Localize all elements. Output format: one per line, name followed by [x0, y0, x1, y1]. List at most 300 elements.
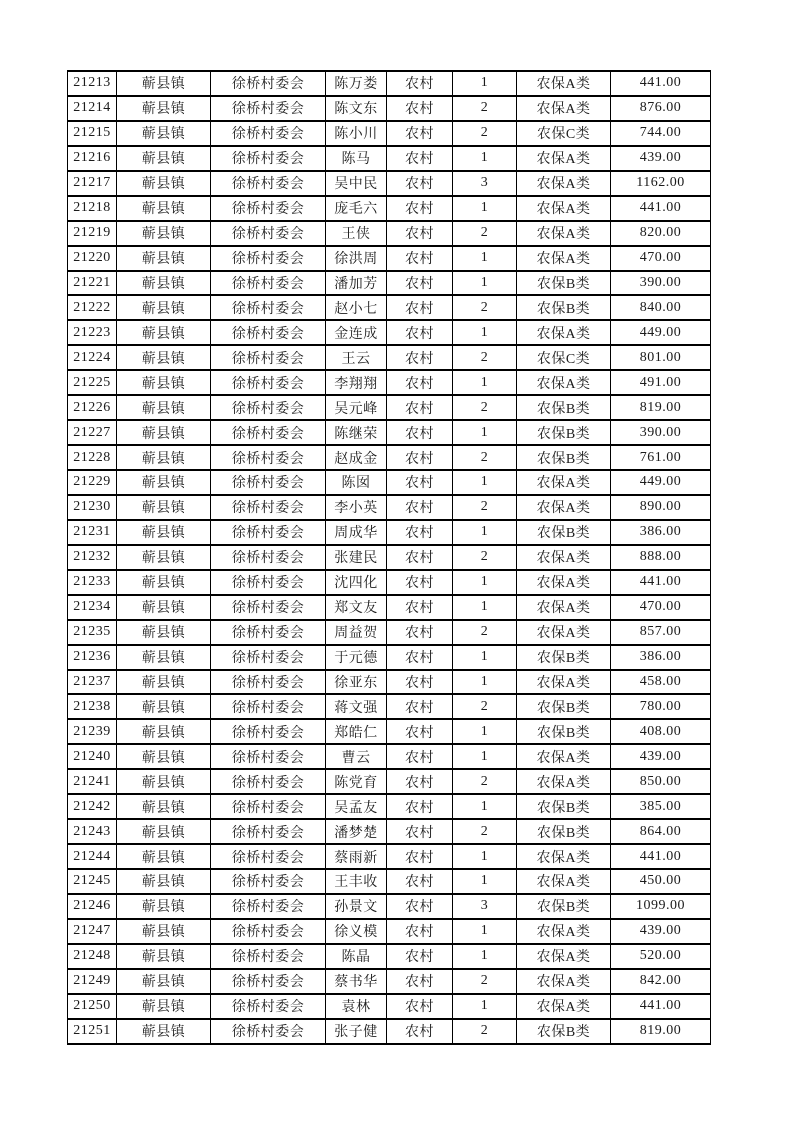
insurance-category-cell: 农保A类 [517, 994, 611, 1019]
amount-cell: 441.00 [611, 844, 711, 869]
town-cell: 蕲县镇 [117, 320, 211, 345]
insurance-category-cell: 农保C类 [517, 345, 611, 370]
person-count-cell: 1 [453, 320, 517, 345]
person-count-cell: 2 [453, 694, 517, 719]
amount-cell: 888.00 [611, 545, 711, 570]
person-name-cell: 李小英 [326, 495, 387, 520]
record-id-cell: 21249 [68, 969, 117, 994]
table-row [68, 670, 711, 695]
insurance-category-cell: 农保A类 [517, 620, 611, 645]
record-id-cell: 21224 [68, 345, 117, 370]
insurance-category-cell: 农保A类 [517, 221, 611, 246]
record-id-cell: 21232 [68, 545, 117, 570]
record-id-cell: 21245 [68, 869, 117, 894]
village-committee-cell: 徐桥村委会 [211, 96, 326, 121]
person-name-cell: 李翔翔 [326, 370, 387, 395]
amount-cell: 390.00 [611, 420, 711, 445]
village-committee-cell: 徐桥村委会 [211, 670, 326, 695]
town-cell: 蕲县镇 [117, 620, 211, 645]
village-committee-cell: 徐桥村委会 [211, 794, 326, 819]
residence-type-cell: 农村 [387, 869, 453, 894]
village-committee-cell: 徐桥村委会 [211, 694, 326, 719]
table-row [68, 495, 711, 520]
residence-type-cell: 农村 [387, 345, 453, 370]
residence-type-cell: 农村 [387, 944, 453, 969]
person-name-cell: 潘加芳 [326, 271, 387, 296]
insurance-category-cell: 农保A类 [517, 470, 611, 495]
record-id-cell: 21237 [68, 670, 117, 695]
amount-cell: 441.00 [611, 570, 711, 595]
residence-type-cell: 农村 [387, 320, 453, 345]
town-cell: 蕲县镇 [117, 420, 211, 445]
insurance-category-cell: 农保B类 [517, 1019, 611, 1044]
village-committee-cell: 徐桥村委会 [211, 196, 326, 221]
insurance-category-cell: 农保B类 [517, 894, 611, 919]
village-committee-cell: 徐桥村委会 [211, 246, 326, 271]
town-cell: 蕲县镇 [117, 869, 211, 894]
village-committee-cell: 徐桥村委会 [211, 844, 326, 869]
amount-cell: 857.00 [611, 620, 711, 645]
residence-type-cell: 农村 [387, 994, 453, 1019]
person-name-cell: 吴中民 [326, 171, 387, 196]
record-id-cell: 21246 [68, 894, 117, 919]
record-id-cell: 21251 [68, 1019, 117, 1044]
amount-cell: 450.00 [611, 869, 711, 894]
record-id-cell: 21217 [68, 171, 117, 196]
table-row [68, 520, 711, 545]
village-committee-cell: 徐桥村委会 [211, 769, 326, 794]
town-cell: 蕲县镇 [117, 919, 211, 944]
village-committee-cell: 徐桥村委会 [211, 570, 326, 595]
table-row [68, 595, 711, 620]
table-row [68, 645, 711, 670]
residence-type-cell: 农村 [387, 221, 453, 246]
amount-cell: 744.00 [611, 121, 711, 146]
town-cell: 蕲县镇 [117, 445, 211, 470]
town-cell: 蕲县镇 [117, 719, 211, 744]
person-count-cell: 1 [453, 919, 517, 944]
record-id-cell: 21242 [68, 794, 117, 819]
amount-cell: 439.00 [611, 744, 711, 769]
record-id-cell: 21218 [68, 196, 117, 221]
person-count-cell: 1 [453, 370, 517, 395]
person-count-cell: 2 [453, 545, 517, 570]
person-name-cell: 张建民 [326, 545, 387, 570]
person-count-cell: 2 [453, 1019, 517, 1044]
person-count-cell: 1 [453, 744, 517, 769]
table-row [68, 570, 711, 595]
residence-type-cell: 农村 [387, 570, 453, 595]
person-count-cell: 1 [453, 944, 517, 969]
residence-type-cell: 农村 [387, 969, 453, 994]
insurance-category-cell: 农保B类 [517, 794, 611, 819]
person-name-cell: 陈小川 [326, 121, 387, 146]
person-name-cell: 陈囡 [326, 470, 387, 495]
table-row [68, 919, 711, 944]
table-row [68, 969, 711, 994]
residence-type-cell: 农村 [387, 620, 453, 645]
record-id-cell: 21248 [68, 944, 117, 969]
town-cell: 蕲县镇 [117, 271, 211, 296]
table-row [68, 719, 711, 744]
amount-cell: 820.00 [611, 221, 711, 246]
record-id-cell: 21222 [68, 295, 117, 320]
person-name-cell: 王侠 [326, 221, 387, 246]
insurance-category-cell: 农保B类 [517, 520, 611, 545]
person-count-cell: 1 [453, 246, 517, 271]
residence-type-cell: 农村 [387, 744, 453, 769]
person-name-cell: 袁林 [326, 994, 387, 1019]
amount-cell: 801.00 [611, 345, 711, 370]
village-committee-cell: 徐桥村委会 [211, 271, 326, 296]
table-row [68, 620, 711, 645]
table-row [68, 295, 711, 320]
town-cell: 蕲县镇 [117, 96, 211, 121]
village-committee-cell: 徐桥村委会 [211, 719, 326, 744]
town-cell: 蕲县镇 [117, 470, 211, 495]
person-count-cell: 1 [453, 420, 517, 445]
town-cell: 蕲县镇 [117, 545, 211, 570]
residence-type-cell: 农村 [387, 71, 453, 96]
person-name-cell: 王丰收 [326, 869, 387, 894]
residence-type-cell: 农村 [387, 495, 453, 520]
amount-cell: 819.00 [611, 1019, 711, 1044]
person-count-cell: 2 [453, 96, 517, 121]
person-name-cell: 徐洪周 [326, 246, 387, 271]
person-name-cell: 于元德 [326, 645, 387, 670]
person-count-cell: 2 [453, 221, 517, 246]
person-name-cell: 陈文东 [326, 96, 387, 121]
insurance-category-cell: 农保B类 [517, 271, 611, 296]
village-committee-cell: 徐桥村委会 [211, 395, 326, 420]
residence-type-cell: 农村 [387, 370, 453, 395]
record-id-cell: 21230 [68, 495, 117, 520]
insurance-category-cell: 农保A类 [517, 969, 611, 994]
table-row [68, 1019, 711, 1044]
person-name-cell: 郑文友 [326, 595, 387, 620]
village-committee-cell: 徐桥村委会 [211, 370, 326, 395]
person-count-cell: 2 [453, 495, 517, 520]
table-row [68, 869, 711, 894]
residence-type-cell: 农村 [387, 171, 453, 196]
town-cell: 蕲县镇 [117, 520, 211, 545]
village-committee-cell: 徐桥村委会 [211, 420, 326, 445]
amount-cell: 819.00 [611, 395, 711, 420]
table-row [68, 994, 711, 1019]
table-row [68, 794, 711, 819]
town-cell: 蕲县镇 [117, 370, 211, 395]
table-row [68, 944, 711, 969]
amount-cell: 520.00 [611, 944, 711, 969]
insurance-category-cell: 农保B类 [517, 295, 611, 320]
village-committee-cell: 徐桥村委会 [211, 171, 326, 196]
person-count-cell: 1 [453, 794, 517, 819]
town-cell: 蕲县镇 [117, 670, 211, 695]
person-name-cell: 王云 [326, 345, 387, 370]
insurance-category-cell: 农保B类 [517, 719, 611, 744]
table-row [68, 221, 711, 246]
person-count-cell: 1 [453, 719, 517, 744]
record-id-cell: 21213 [68, 71, 117, 96]
table-row [68, 171, 711, 196]
person-count-cell: 1 [453, 595, 517, 620]
insurance-category-cell: 农保A类 [517, 545, 611, 570]
amount-cell: 386.00 [611, 645, 711, 670]
table-row [68, 694, 711, 719]
amount-cell: 850.00 [611, 769, 711, 794]
amount-cell: 441.00 [611, 71, 711, 96]
amount-cell: 439.00 [611, 146, 711, 171]
person-count-cell: 1 [453, 146, 517, 171]
insurance-category-cell: 农保B类 [517, 420, 611, 445]
person-name-cell: 陈马 [326, 146, 387, 171]
village-committee-cell: 徐桥村委会 [211, 520, 326, 545]
table-row [68, 844, 711, 869]
person-count-cell: 2 [453, 121, 517, 146]
record-id-cell: 21220 [68, 246, 117, 271]
table-row [68, 246, 711, 271]
town-cell: 蕲县镇 [117, 794, 211, 819]
insurance-category-cell: 农保A类 [517, 944, 611, 969]
person-name-cell: 吴孟友 [326, 794, 387, 819]
town-cell: 蕲县镇 [117, 1019, 211, 1044]
village-committee-cell: 徐桥村委会 [211, 994, 326, 1019]
table-body [68, 71, 711, 1044]
insurance-category-cell: 农保B类 [517, 445, 611, 470]
person-count-cell: 1 [453, 844, 517, 869]
person-count-cell: 2 [453, 969, 517, 994]
amount-cell: 449.00 [611, 470, 711, 495]
village-committee-cell: 徐桥村委会 [211, 645, 326, 670]
insurance-category-cell: 农保A类 [517, 246, 611, 271]
person-name-cell: 陈继荣 [326, 420, 387, 445]
insurance-category-cell: 农保A类 [517, 495, 611, 520]
amount-cell: 439.00 [611, 919, 711, 944]
residence-type-cell: 农村 [387, 670, 453, 695]
insurance-category-cell: 农保A类 [517, 96, 611, 121]
record-id-cell: 21235 [68, 620, 117, 645]
village-committee-cell: 徐桥村委会 [211, 1019, 326, 1044]
person-name-cell: 赵小七 [326, 295, 387, 320]
record-id-cell: 21239 [68, 719, 117, 744]
village-committee-cell: 徐桥村委会 [211, 295, 326, 320]
village-committee-cell: 徐桥村委会 [211, 744, 326, 769]
insurance-category-cell: 农保A类 [517, 570, 611, 595]
pension-roster-table [67, 70, 711, 1045]
village-committee-cell: 徐桥村委会 [211, 969, 326, 994]
town-cell: 蕲县镇 [117, 395, 211, 420]
insurance-category-cell: 农保A类 [517, 869, 611, 894]
table-row [68, 420, 711, 445]
amount-cell: 842.00 [611, 969, 711, 994]
person-name-cell: 周益贺 [326, 620, 387, 645]
insurance-category-cell: 农保A类 [517, 744, 611, 769]
residence-type-cell: 农村 [387, 96, 453, 121]
residence-type-cell: 农村 [387, 246, 453, 271]
person-count-cell: 1 [453, 670, 517, 695]
insurance-category-cell: 农保A类 [517, 320, 611, 345]
person-name-cell: 沈四化 [326, 570, 387, 595]
amount-cell: 470.00 [611, 246, 711, 271]
residence-type-cell: 农村 [387, 420, 453, 445]
person-count-cell: 1 [453, 71, 517, 96]
person-name-cell: 徐亚东 [326, 670, 387, 695]
residence-type-cell: 农村 [387, 295, 453, 320]
residence-type-cell: 农村 [387, 545, 453, 570]
amount-cell: 385.00 [611, 794, 711, 819]
residence-type-cell: 农村 [387, 819, 453, 844]
person-name-cell: 陈党育 [326, 769, 387, 794]
town-cell: 蕲县镇 [117, 171, 211, 196]
person-count-cell: 1 [453, 869, 517, 894]
village-committee-cell: 徐桥村委会 [211, 869, 326, 894]
residence-type-cell: 农村 [387, 520, 453, 545]
town-cell: 蕲县镇 [117, 769, 211, 794]
person-count-cell: 1 [453, 470, 517, 495]
table-row [68, 894, 711, 919]
record-id-cell: 21221 [68, 271, 117, 296]
record-id-cell: 21227 [68, 420, 117, 445]
town-cell: 蕲县镇 [117, 570, 211, 595]
table-row [68, 96, 711, 121]
record-id-cell: 21247 [68, 919, 117, 944]
amount-cell: 864.00 [611, 819, 711, 844]
person-name-cell: 庞毛六 [326, 196, 387, 221]
insurance-category-cell: 农保A类 [517, 196, 611, 221]
town-cell: 蕲县镇 [117, 246, 211, 271]
insurance-category-cell: 农保C类 [517, 121, 611, 146]
record-id-cell: 21236 [68, 645, 117, 670]
residence-type-cell: 农村 [387, 794, 453, 819]
insurance-category-cell: 农保A类 [517, 919, 611, 944]
person-name-cell: 郑皓仁 [326, 719, 387, 744]
village-committee-cell: 徐桥村委会 [211, 595, 326, 620]
table-row [68, 819, 711, 844]
amount-cell: 441.00 [611, 196, 711, 221]
insurance-category-cell: 农保B类 [517, 694, 611, 719]
table-row [68, 71, 711, 96]
amount-cell: 390.00 [611, 271, 711, 296]
amount-cell: 470.00 [611, 595, 711, 620]
residence-type-cell: 农村 [387, 919, 453, 944]
amount-cell: 890.00 [611, 495, 711, 520]
insurance-category-cell: 农保A类 [517, 71, 611, 96]
amount-cell: 441.00 [611, 994, 711, 1019]
village-committee-cell: 徐桥村委会 [211, 146, 326, 171]
person-name-cell: 徐义模 [326, 919, 387, 944]
amount-cell: 449.00 [611, 320, 711, 345]
table-row [68, 769, 711, 794]
record-id-cell: 21231 [68, 520, 117, 545]
amount-cell: 1162.00 [611, 171, 711, 196]
residence-type-cell: 农村 [387, 196, 453, 221]
village-committee-cell: 徐桥村委会 [211, 495, 326, 520]
residence-type-cell: 农村 [387, 470, 453, 495]
table-row [68, 545, 711, 570]
village-committee-cell: 徐桥村委会 [211, 221, 326, 246]
village-committee-cell: 徐桥村委会 [211, 620, 326, 645]
table-row [68, 370, 711, 395]
insurance-category-cell: 农保B类 [517, 395, 611, 420]
town-cell: 蕲县镇 [117, 221, 211, 246]
person-count-cell: 2 [453, 769, 517, 794]
record-id-cell: 21240 [68, 744, 117, 769]
person-name-cell: 蔡雨新 [326, 844, 387, 869]
record-id-cell: 21216 [68, 146, 117, 171]
table-row [68, 271, 711, 296]
person-count-cell: 2 [453, 295, 517, 320]
town-cell: 蕲县镇 [117, 146, 211, 171]
insurance-category-cell: 农保A类 [517, 171, 611, 196]
insurance-category-cell: 农保B类 [517, 645, 611, 670]
town-cell: 蕲县镇 [117, 71, 211, 96]
person-count-cell: 2 [453, 395, 517, 420]
record-id-cell: 21225 [68, 370, 117, 395]
village-committee-cell: 徐桥村委会 [211, 819, 326, 844]
insurance-category-cell: 农保A类 [517, 670, 611, 695]
person-count-cell: 2 [453, 445, 517, 470]
residence-type-cell: 农村 [387, 894, 453, 919]
person-name-cell: 蔡书华 [326, 969, 387, 994]
person-name-cell: 陈晶 [326, 944, 387, 969]
person-name-cell: 周成华 [326, 520, 387, 545]
insurance-category-cell: 农保A类 [517, 370, 611, 395]
table-row [68, 121, 711, 146]
town-cell: 蕲县镇 [117, 844, 211, 869]
village-committee-cell: 徐桥村委会 [211, 470, 326, 495]
town-cell: 蕲县镇 [117, 196, 211, 221]
person-name-cell: 吴元峰 [326, 395, 387, 420]
person-name-cell: 孙景文 [326, 894, 387, 919]
record-id-cell: 21219 [68, 221, 117, 246]
village-committee-cell: 徐桥村委会 [211, 71, 326, 96]
table-row [68, 445, 711, 470]
town-cell: 蕲县镇 [117, 894, 211, 919]
town-cell: 蕲县镇 [117, 819, 211, 844]
town-cell: 蕲县镇 [117, 121, 211, 146]
person-count-cell: 1 [453, 520, 517, 545]
residence-type-cell: 农村 [387, 719, 453, 744]
person-count-cell: 3 [453, 894, 517, 919]
residence-type-cell: 农村 [387, 1019, 453, 1044]
town-cell: 蕲县镇 [117, 345, 211, 370]
village-committee-cell: 徐桥村委会 [211, 944, 326, 969]
town-cell: 蕲县镇 [117, 595, 211, 620]
town-cell: 蕲县镇 [117, 495, 211, 520]
village-committee-cell: 徐桥村委会 [211, 121, 326, 146]
residence-type-cell: 农村 [387, 769, 453, 794]
amount-cell: 780.00 [611, 694, 711, 719]
residence-type-cell: 农村 [387, 271, 453, 296]
person-count-cell: 1 [453, 645, 517, 670]
person-name-cell: 金连成 [326, 320, 387, 345]
record-id-cell: 21223 [68, 320, 117, 345]
town-cell: 蕲县镇 [117, 744, 211, 769]
amount-cell: 408.00 [611, 719, 711, 744]
village-committee-cell: 徐桥村委会 [211, 445, 326, 470]
residence-type-cell: 农村 [387, 395, 453, 420]
record-id-cell: 21243 [68, 819, 117, 844]
record-id-cell: 21214 [68, 96, 117, 121]
amount-cell: 840.00 [611, 295, 711, 320]
record-id-cell: 21215 [68, 121, 117, 146]
residence-type-cell: 农村 [387, 595, 453, 620]
town-cell: 蕲县镇 [117, 694, 211, 719]
amount-cell: 491.00 [611, 370, 711, 395]
insurance-category-cell: 农保A类 [517, 844, 611, 869]
record-id-cell: 21228 [68, 445, 117, 470]
table-row [68, 146, 711, 171]
